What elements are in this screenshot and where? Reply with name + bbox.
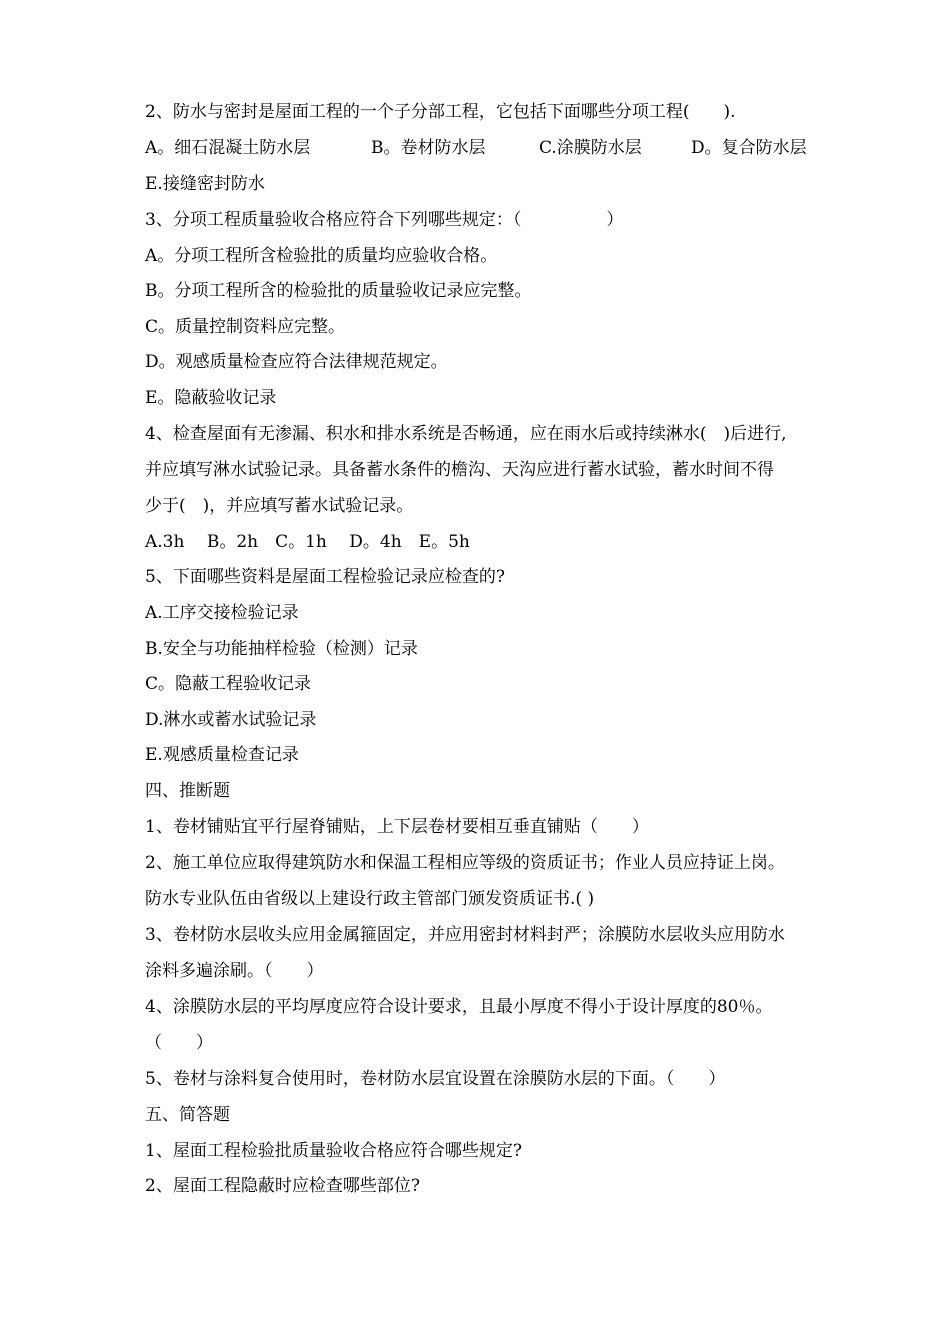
q5-option-e: E.观感质量检查记录 [145, 745, 299, 765]
tf-question-4-line-2: （ ） [145, 1033, 213, 1053]
short-answer-2: 2、屋面工程隐蔽时应检查哪些部位? [145, 1176, 420, 1196]
q4-stem-line-2: 并应填写淋水试验记录。具备蓄水条件的檐沟、天沟应进行蓄水试验，蓄水时间不得 [145, 460, 774, 480]
tf-question-2-line-1: 2、施工单位应取得建筑防水和保温工程相应等级的资质证书；作业人员应持证上岗。 [145, 853, 785, 873]
q5-option-a: A.工序交接检验记录 [145, 603, 299, 623]
q2-stem: 2、防水与密封是屋面工程的一个子分部工程，它包括下面哪些分项工程( ). [145, 102, 736, 122]
q2-option-a: A。细石混凝土防水层 [145, 138, 311, 158]
tf-question-1: 1、卷材铺贴宜平行屋脊铺贴，上下层卷材要相互垂直铺贴（ ） [145, 817, 649, 837]
tf-question-3-line-2: 涂料多遍涂刷。（ ） [145, 961, 324, 981]
q3-option-e: E。隐蔽验收记录 [145, 388, 277, 408]
q3-option-a: A。分项工程所含检验批的质量均应验收合格。 [145, 246, 498, 266]
q5-option-b: B.安全与功能抽样检验（检测）记录 [145, 639, 418, 659]
q4-stem-line-3: 少于( )，并应填写蓄水试验记录。 [145, 496, 414, 516]
section-five-heading: 五、简答题 [145, 1105, 230, 1125]
q5-stem: 5、下面哪些资料是屋面工程检验记录应检查的? [145, 567, 505, 587]
q2-option-c: C.涂膜防水层 [539, 138, 642, 158]
short-answer-1: 1、屋面工程检验批质量验收合格应符合哪些规定? [145, 1141, 522, 1161]
q5-option-d: D.淋水或蓄水试验记录 [145, 710, 317, 730]
q3-option-d: D。观感质量检查应符合法律规范规定。 [145, 352, 448, 372]
q2-option-b: B。卷材防水层 [371, 138, 486, 158]
tf-question-5: 5、卷材与涂料复合使用时，卷材防水层宜设置在涂膜防水层的下面。（ ） [145, 1069, 726, 1089]
q4-stem-line-1: 4、检查屋面有无渗漏、积水和排水系统是否畅通，应在雨水后或持续淋水( )后进行, [145, 424, 787, 444]
tf-question-2-line-2: 防水专业队伍由省级以上建设行政主管部门颁发资质证书.( ) [145, 889, 595, 909]
q5-option-c: C。隐蔽工程验收记录 [145, 674, 312, 694]
q2-option-e: E.接缝密封防水 [145, 174, 265, 194]
q3-option-c: C。质量控制资料应完整。 [145, 317, 346, 337]
tf-question-4-line-1: 4、涂膜防水层的平均厚度应符合设计要求，且最小厚度不得小于设计厚度的80％。 [145, 997, 773, 1017]
q2-option-d: D。复合防水层 [691, 138, 807, 158]
q3-option-b: B。分项工程所含的检验批的质量验收记录应完整。 [145, 281, 532, 301]
tf-question-3-line-1: 3、卷材防水层收头应用金属箍固定，并应用密封材料封严；涂膜防水层收头应用防水 [145, 925, 785, 945]
q4-options: A.3h B。2h C。1h D。4h E。5h [145, 532, 470, 552]
section-four-heading: 四、推断题 [145, 781, 230, 801]
q2-options-row [145, 137, 807, 159]
q3-stem: 3、分项工程质量验收合格应符合下列哪些规定：（ ） [145, 210, 624, 230]
